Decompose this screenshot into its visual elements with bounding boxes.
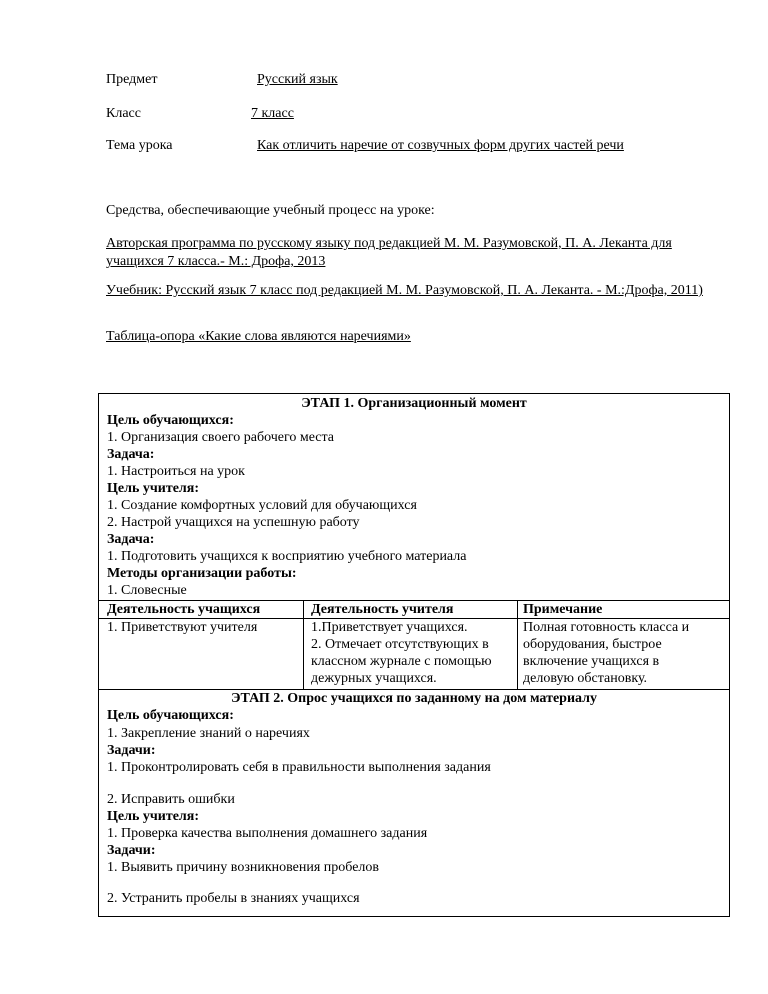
stage2-teacher-tasks-label: Задачи: xyxy=(107,843,156,858)
note-line: оборудования, быстрое xyxy=(523,637,662,652)
class-label: Класс xyxy=(106,106,141,121)
stage1-teacher-goal-label: Цель учителя: xyxy=(107,481,200,496)
note-line: включение учащихся в xyxy=(523,654,660,669)
stage2-tasks-label: Задачи: xyxy=(107,743,156,758)
stage2-title: ЭТАП 2. Опрос учащихся по заданному на дом материалу xyxy=(230,691,597,706)
stage1-task-label: Задача: xyxy=(107,447,155,462)
topic-value: Как отличить наречие от созвучных форм других частей речи xyxy=(257,138,624,153)
stage1-methods-item: 1. Словесные xyxy=(107,583,187,598)
stage2-student-goal-label: Цель обучающихся: xyxy=(107,708,234,723)
resources-heading: Средства, обеспечивающие учебный процесс на уроке: xyxy=(106,203,435,218)
stage1-title: ЭТАП 1. Организационный момент xyxy=(301,396,527,411)
stage2-student-goal-item: 1. Закрепление знаний о наречиях xyxy=(107,726,310,741)
note-line: деловую обстановку. xyxy=(523,671,648,686)
activity-col-divider xyxy=(517,600,518,689)
stage1-student-goal-item: 1. Организация своего рабочего места xyxy=(107,430,334,445)
teacher-activity-line: классном журнале с помощью xyxy=(311,654,492,669)
stage1-teacher-goal-item: 1. Создание комфортных условий для обучающихся xyxy=(107,498,417,513)
stage1-teacher-goal-item: 2. Настрой учащихся на успешную работу xyxy=(107,515,360,530)
teacher-activity-line: дежурных учащихся. xyxy=(311,671,437,686)
students-activity-cell: 1. Приветствуют учителя xyxy=(107,620,258,635)
stage1-methods-label: Методы организации работы: xyxy=(107,566,297,581)
resource-program: Авторская программа по русскому языку под редакцией М. М. Разумовской, П. А. Леканта для учащихся 7 класса.- М.: Дрофа, 2013 xyxy=(106,236,672,269)
teacher-activity-line: 1.Приветствует учащихся. xyxy=(311,620,468,635)
stage2-teacher-task-item: 2. Устранить пробелы в знаниях учащихся xyxy=(107,891,360,906)
activity-col-divider xyxy=(303,600,304,689)
stage1-task-item: 1. Настроиться на урок xyxy=(107,464,245,479)
stage2-teacher-goal-label: Цель учителя: xyxy=(107,809,200,824)
stage2-teacher-goal-item: 1. Проверка качества выполнения домашнего задания xyxy=(107,826,428,841)
col-header-teacher: Деятельность учителя xyxy=(311,602,454,617)
stage2-task-item: 2. Исправить ошибки xyxy=(107,792,235,807)
lesson-plan-table xyxy=(98,393,730,917)
resource-textbook: Учебник: Русский язык 7 класс под редакцией М. М. Разумовской, П. А. Леканта. - М.:Дрофа, 2011) xyxy=(106,283,703,298)
topic-label: Тема урока xyxy=(106,138,173,153)
stage1-student-goal-label: Цель обучающихся: xyxy=(107,413,234,428)
col-header-students: Деятельность учащихся xyxy=(107,602,261,617)
subject-value: Русский язык xyxy=(257,72,338,87)
stage2-task-item: 1. Проконтролировать себя в правильности выполнения задания xyxy=(107,760,491,775)
stage1-teacher-task-item: 1. Подготовить учащихся к восприятию учебного материала xyxy=(107,549,467,564)
subject-label: Предмет xyxy=(106,72,158,87)
teacher-activity-line: 2. Отмечает отсутствующих в xyxy=(311,637,489,652)
resource-table: Таблица-опора «Какие слова являются наречиями» xyxy=(106,329,411,344)
class-value: 7 класс xyxy=(251,106,294,121)
stage1-teacher-task-label: Задача: xyxy=(107,532,155,547)
note-line: Полная готовность класса и xyxy=(523,620,690,635)
stage2-teacher-task-item: 1. Выявить причину возникновения пробелов xyxy=(107,860,380,875)
col-header-note: Примечание xyxy=(523,602,603,617)
